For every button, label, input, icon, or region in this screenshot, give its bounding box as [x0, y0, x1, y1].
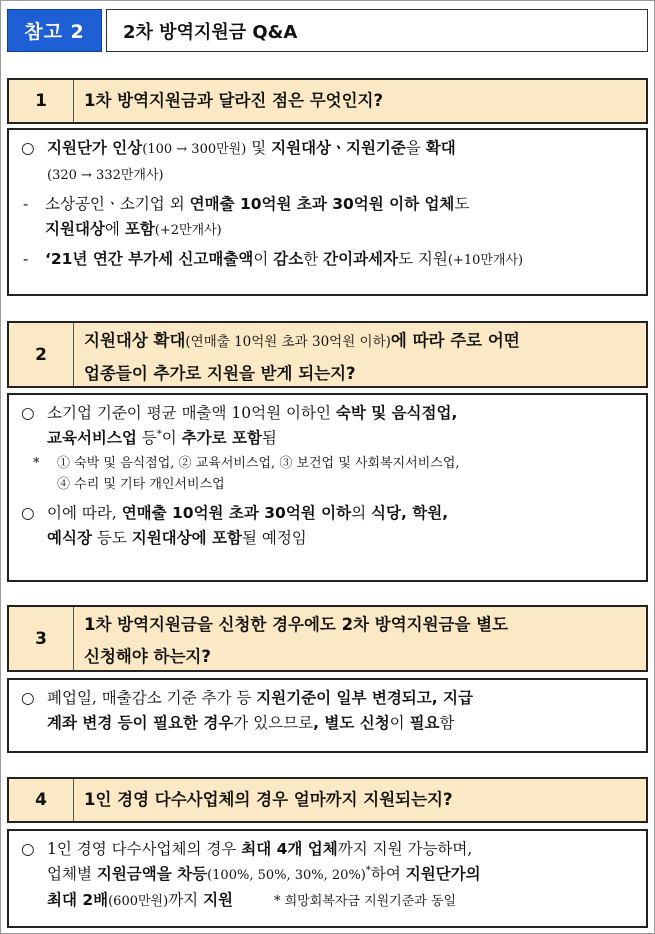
question-1	[7, 78, 648, 124]
note: (+2만개사)	[154, 223, 222, 238]
text: 등	[136, 429, 157, 447]
text: 1인 경영 다수사업체의 경우	[47, 840, 242, 858]
emphasis: 식당, 학원,	[371, 504, 449, 522]
question-number: 2	[9, 323, 74, 386]
circle-bullet: ○	[21, 504, 35, 522]
text: 하여	[370, 865, 406, 883]
emphasis: 필요	[409, 714, 440, 732]
emphasis: 최대 4개 업체	[241, 840, 338, 858]
text: 도 지원	[398, 250, 448, 268]
emphasis: 연매출 10억원 초과 30억원 이하	[121, 504, 352, 522]
text: 가 있으므로	[233, 714, 314, 732]
question-text	[74, 323, 646, 386]
emphasis: 연매출 10억원 초과 30억원 이하 업체	[189, 195, 455, 213]
text: 에 따라 주로 어떤	[390, 331, 520, 350]
text: 소상공인ㆍ소기업 외	[45, 195, 190, 213]
note: (+10만개사)	[447, 253, 524, 268]
text: 될 예정임	[241, 529, 307, 547]
dash-bullet: -	[23, 195, 29, 213]
note: (100%, 50%, 30%, 20%)	[207, 868, 366, 883]
answer-point	[21, 501, 638, 551]
text: 까지 지원 가능하며,	[337, 840, 473, 858]
note: (600만원)	[108, 894, 169, 909]
emphasis: 교육서비스업	[47, 429, 137, 447]
emphasis: 최대 2배	[47, 891, 109, 909]
question-number: 4	[9, 779, 74, 821]
circle-bullet: ○	[21, 139, 35, 157]
emphasis: 지원단가의	[405, 865, 481, 883]
question-text: 1차 방역지원금과 달라진 점은 무엇인지?	[84, 91, 384, 110]
footnote: * 희망회복자금 지원기준과 동일	[273, 894, 457, 909]
circle-bullet: ○	[21, 404, 35, 422]
footnote-line: ④ 수리 및 기타 개인서비스업	[57, 477, 225, 492]
answer-point	[21, 401, 638, 451]
note: (320 → 332만개사)	[47, 168, 164, 183]
footnote-mark: *	[33, 456, 40, 471]
footnote	[21, 453, 638, 495]
text: 폐업일, 매출감소 기준 추가 등	[47, 689, 257, 707]
emphasis: , 별도 신청	[313, 714, 390, 732]
text: 함	[439, 714, 455, 732]
emphasis: 감소	[273, 250, 304, 268]
answer-2	[7, 393, 648, 582]
text: 지원대상 확대	[84, 331, 186, 350]
question-4	[7, 777, 648, 823]
header	[7, 9, 648, 52]
question-3	[7, 605, 648, 672]
question-text	[74, 607, 646, 670]
circle-bullet: ○	[21, 840, 35, 858]
emphasis: 지원대상	[45, 220, 105, 238]
emphasis: 포함	[124, 220, 155, 238]
emphasis: 지원대상에 포함	[131, 529, 242, 547]
question-2	[7, 321, 648, 388]
question-number: 1	[9, 80, 74, 122]
answer-subpoint	[21, 247, 638, 273]
text: 이	[253, 250, 274, 268]
text: 이에 따라,	[47, 504, 122, 522]
answer-4	[7, 829, 648, 928]
emphasis: 예식장	[47, 529, 92, 547]
text: 을	[405, 139, 426, 157]
text: 됨	[261, 429, 277, 447]
emphasis: 지원단가 인상	[47, 139, 143, 157]
emphasis: 계좌 변경 등이 필요한 경우	[47, 714, 234, 732]
emphasis: 지원금액을 차등	[96, 865, 208, 883]
emphasis: 추가로 포함	[181, 429, 262, 447]
answer-1	[7, 128, 648, 296]
answer-subpoint	[21, 192, 638, 243]
text: 업종들이 추가로 지원을 받게 되는지?	[84, 364, 356, 383]
text: 이	[161, 429, 182, 447]
text: 및	[246, 139, 272, 157]
answer-3	[7, 678, 648, 753]
text: 신청해야 하는지?	[84, 647, 211, 666]
text: 소기업 기준이 평균 매출액 10억원 이하인	[47, 404, 336, 422]
answer-point	[21, 136, 638, 188]
emphasis: 지원대상ㆍ지원기준	[271, 139, 406, 157]
text: 이	[389, 714, 410, 732]
footnote-mark: *	[365, 864, 371, 876]
answer-point	[21, 686, 638, 736]
footnote-mark: *	[156, 428, 162, 440]
text: 한	[303, 250, 324, 268]
question-number: 3	[9, 607, 74, 670]
note: (100 → 300만원)	[142, 142, 247, 157]
section-tag: 참고 2	[7, 9, 102, 52]
emphasis: 간이과세자	[323, 250, 398, 268]
text: 등도	[91, 529, 132, 547]
emphasis: ‘21년 연간 부가세 신고매출액	[45, 250, 254, 268]
text: 까지	[168, 891, 204, 909]
dash-bullet: -	[23, 250, 29, 268]
text: 업체별	[47, 865, 97, 883]
emphasis: 지원	[203, 891, 234, 909]
text: 의	[351, 504, 372, 522]
page-title: 2차 방역지원금 Q&A	[106, 9, 648, 52]
text: 에	[104, 220, 125, 238]
question-text: 1인 경영 다수사업체의 경우 얼마까지 지원되는지?	[84, 790, 453, 809]
footnote-line: ① 숙박 및 음식점업, ② 교육서비스업, ③ 보건업 및 사회복지서비스업,	[57, 456, 460, 471]
note: (연매출 10억원 초과 30억원 이하)	[185, 334, 391, 350]
text: 1차 방역지원금을 신청한 경우에도 2차 방역지원금을 별도	[84, 615, 509, 634]
emphasis: 지원기준이 일부 변경되고, 지급	[256, 689, 473, 707]
text: 도	[454, 195, 470, 213]
emphasis: 확대	[425, 139, 456, 157]
emphasis: 숙박 및 음식점업,	[335, 404, 458, 422]
circle-bullet: ○	[21, 689, 35, 707]
answer-point	[21, 837, 638, 914]
